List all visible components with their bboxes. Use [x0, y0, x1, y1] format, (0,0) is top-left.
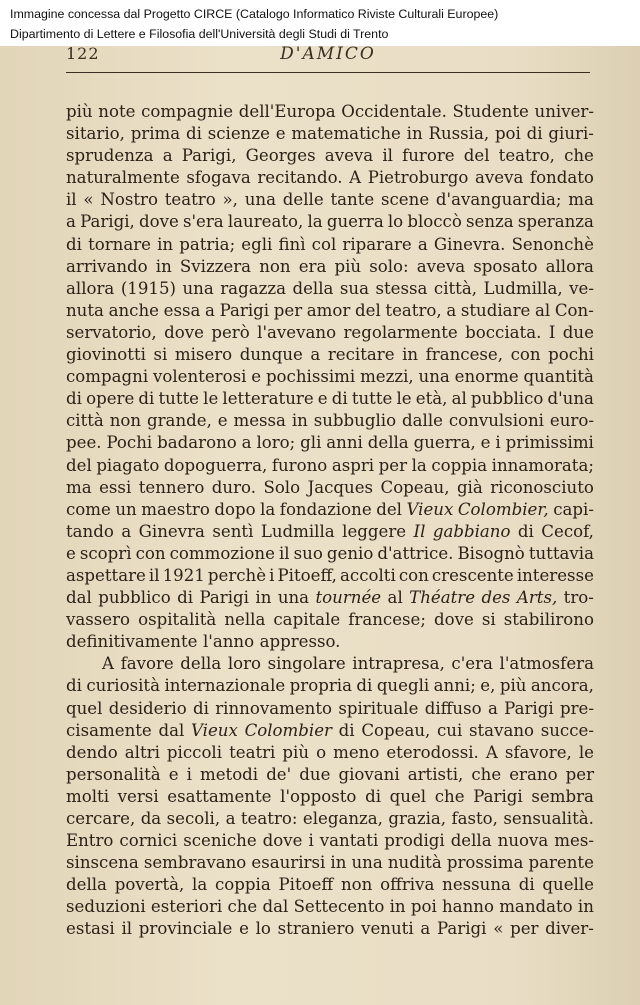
text-line: tando a Ginevra sentì Ludmilla leggere Il gabbiano di Cecof,	[66, 521, 594, 541]
text-line: sitario, prima di scienze e matematiche in Russia, poi di giuri-	[66, 124, 594, 144]
text-line: allora (1915) una ragazza della sua stessa città, Ludmilla, ve-	[66, 278, 594, 298]
text-line: aspettare il 1921 perchè i Pitoeff, accolti con crescente interesse	[66, 565, 594, 585]
text-line: città non grande, e messa in subbuglio dalle convulsioni euro-	[66, 411, 594, 431]
text-line: sprudenza a Parigi, Georges aveva il furore del teatro, che	[66, 146, 594, 166]
text-line: e scoprì con commozione il suo genio d'attrice. Bisognò tuttavia	[66, 543, 594, 563]
text-line: definitivamente l'anno appresso.	[66, 632, 341, 652]
text-line: sinscena sembravano esaurirsi in una nudità prossima parente	[66, 853, 594, 873]
paragraph-2	[66, 653, 594, 940]
watermark-banner	[0, 0, 640, 46]
text-line: di curiosità internazionale propria di quegli anni; e, più ancora,	[66, 676, 594, 696]
text-line: A favore della loro singolare intrapresa, c'era l'atmosfera	[102, 654, 594, 674]
text-line: Entro cornici sceniche dove i vantati prodigi della nuova mes-	[66, 831, 594, 851]
watermark-line-2: Dipartimento di Lettere e Filosofia dell'Università degli Studi di Trento	[10, 27, 389, 41]
text-line: vassero ospitalità nella capitale francese; dove si stabilirono	[66, 610, 594, 630]
text-line: cercare, da secoli, a teatro: eleganza, grazia, fasto, sensualità.	[66, 809, 594, 828]
text-line: servatorio, dove però l'avevano regolarmente bocciata. I due	[66, 322, 594, 342]
text-line: dal pubblico di Parigi in una tournée al Théatre des Arts, tro-	[66, 588, 594, 608]
text-line: giovinotti si misero dunque a recitare in francese, con pochi	[66, 345, 594, 365]
text-line: a Parigi, dove s'era laureato, la guerra lo bloccò senza speranza	[66, 212, 594, 232]
text-line: compagni volenterosi e pochissimi mezzi, una enorme quantità	[66, 367, 594, 387]
text-line: ma essi tennero duro. Solo Jacques Copeau, già riconosciuto	[66, 477, 594, 497]
running-head-title: D'AMICO	[280, 44, 376, 64]
text-line: molti versi esattamente l'opposto di quel che Parigi sembra	[66, 786, 594, 806]
text-line: estasi il provinciale e lo straniero venuti a Parigi « per diver-	[66, 919, 594, 939]
text-line: più note compagnie dell'Europa Occidentale. Studente univer-	[66, 102, 594, 121]
text-line: naturalmente sfogava recitando. A Pietroburgo aveva fondato	[66, 168, 594, 188]
text-line: il « Nostro teatro », una delle tante scene d'avanguardia; ma	[66, 190, 594, 210]
text-line: nuta anche essa a Parigi per amor del teatro, a studiare al Con-	[66, 300, 594, 320]
watermark-line-1: Immagine concessa dal Progetto CIRCE (Catalogo Informatico Riviste Culturali Europee)	[10, 7, 499, 21]
text-line: seduzioni esteriori che dal Settecento in poi hanno mandato in	[66, 897, 594, 917]
page-number: 122	[66, 44, 100, 63]
text-line: come un maestro dopo la fondazione del Vieux Colombier, capi-	[66, 499, 594, 519]
paragraph-1	[66, 101, 594, 653]
text-line: del piagato dopoguerra, furono aspri per la coppia innamorata;	[66, 455, 594, 475]
text-line: pee. Pochi badarono a loro; gli anni della guerra, e i primissimi	[66, 433, 594, 453]
text-line: dendo altri piccoli teatri più o meno eterodossi. A sfavore, le	[66, 742, 594, 762]
text-body	[66, 101, 594, 941]
text-line: della povertà, la coppia Pitoeff non offriva nessuna di quelle	[66, 875, 594, 895]
text-line: quel desiderio di rinnovamento spirituale diffuso a Parigi pre-	[66, 698, 594, 718]
text-line: arrivando in Svizzera non era più solo: aveva sposato allora	[66, 256, 594, 276]
text-line: cisamente dal Vieux Colombier di Copeau, cui stavano succe-	[66, 720, 594, 740]
text-line: di tornare in patria; egli finì col riparare a Ginevra. Senonchè	[66, 234, 594, 254]
text-line: di opere di tutte le letterature e di tutte le età, al pubblico d'una	[66, 389, 594, 409]
text-line: personalità e i metodi de' due giovani artisti, che erano per	[66, 764, 594, 784]
running-head	[66, 44, 590, 73]
